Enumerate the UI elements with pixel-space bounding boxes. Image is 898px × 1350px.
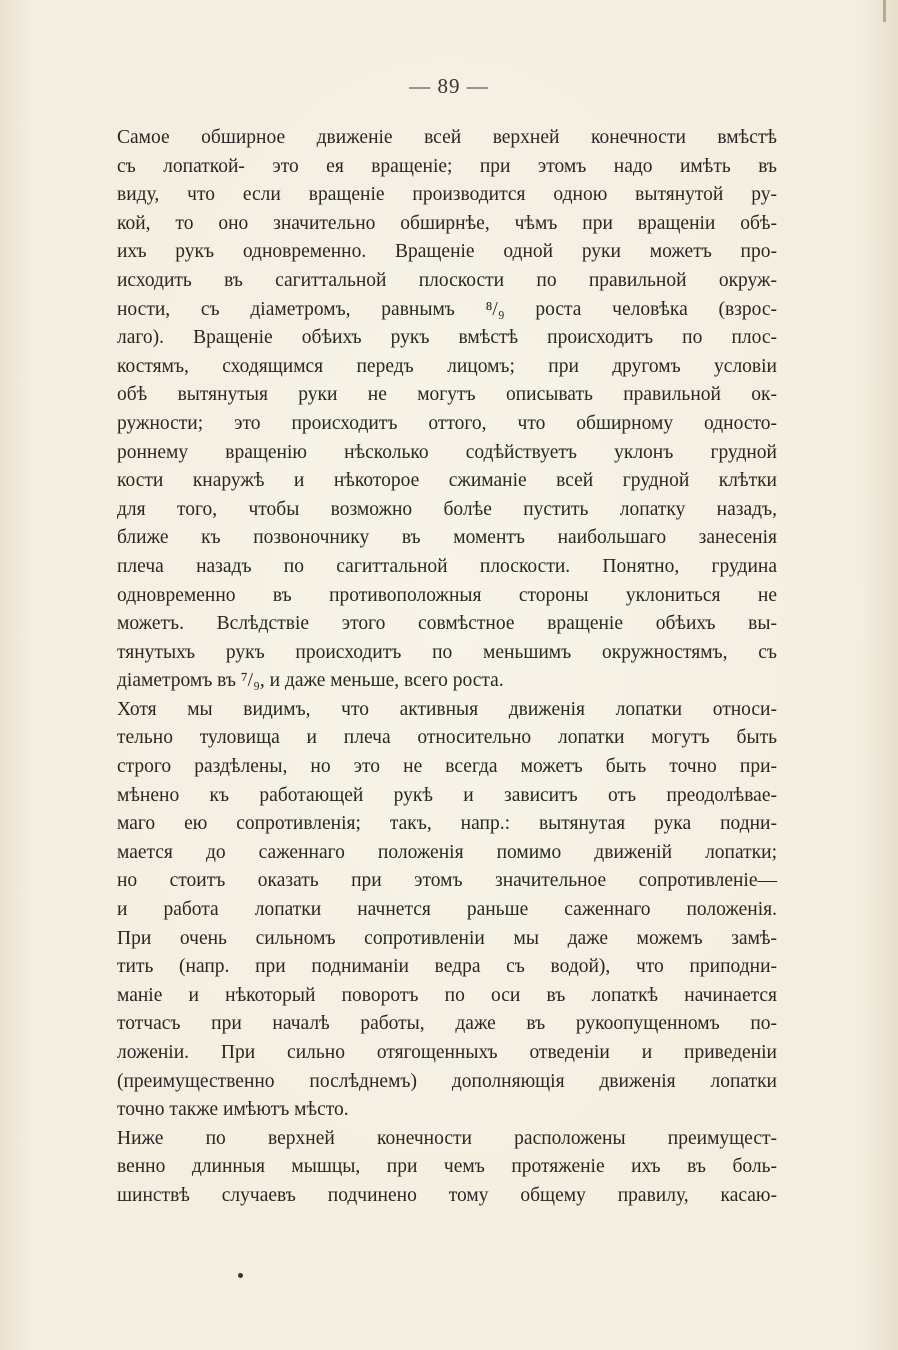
text-line: лаго). Вращеніе обѣихъ рукъ вмѣстѣ происходитъ по плос- [117, 327, 777, 349]
text-line: мается до саженнаго положенія помимо движеній лопатки; [117, 841, 777, 863]
body-text [117, 124, 777, 1211]
text-line: но стоитъ оказать при этомъ значительное сопротивленіе— [117, 870, 777, 892]
text-line: ближе къ позвоночнику въ моментъ наибольшаго занесенія [117, 527, 777, 549]
text-line: ности, съ діаметромъ, равнымъ ⁸/₉ роста человѣка (взрос- [117, 298, 777, 320]
text-line: исходить въ сагиттальной плоскости по правильной окруж- [117, 269, 777, 291]
text-line: ихъ рукъ одновременно. Вращеніе одной руки можетъ про- [117, 241, 777, 263]
text-line: и работа лопатки начнется раньше саженнаго положенія. [117, 899, 777, 921]
text-line: тянутыхъ рукъ происходитъ по меньшимъ окружностямъ, съ [117, 641, 777, 663]
text-line: для того, чтобы возможно болѣе пустить лопатку назадъ, [117, 498, 777, 520]
text-line: виду, что если вращеніе производится одною вытянутой ру- [117, 184, 777, 206]
text-line: ложеніи. При сильно отягощенныхъ отведеніи и приведеніи [117, 1042, 777, 1063]
text-line: съ лопаткой- это ея вращеніе; при этомъ надо имѣть въ [117, 155, 777, 177]
paragraph-2 [117, 696, 777, 1125]
text-line: мѣнено къ работающей рукѣ и зависитъ отъ преодолѣвае- [117, 784, 777, 806]
paragraph-1 [117, 124, 777, 696]
text-line: тотчасъ при началѣ работы, даже въ рукоопущенномъ по- [117, 1013, 777, 1035]
text-line: кой, то оно значительно обширнѣе, чѣмъ при вращеніи обѣ- [117, 212, 777, 234]
text-line: тить (напр. при подниманіи ведра съ водой), что приподни- [117, 956, 777, 978]
text-line: обѣ вытянутыя руки не могутъ описывать правильной ок- [117, 384, 777, 406]
text-line: Хотя мы видимъ, что активныя движенія лопатки относи- [117, 698, 777, 720]
text-line: Самое обширное движеніе всей верхней конечности вмѣстѣ [117, 127, 777, 148]
text-line: При очень сильномъ сопротивленіи мы даже можемъ замѣ- [117, 927, 777, 949]
text-line: венно длинныя мышцы, при чемъ протяженіе ихъ въ боль- [117, 1156, 777, 1178]
text-line: Ниже по верхней конечности расположены преимущест- [117, 1127, 777, 1149]
text-line: діаметромъ въ ⁷/₉, и даже меньше, всего роста. [117, 670, 504, 692]
text-line: ружности; это происходитъ оттого, что обширному односто- [117, 412, 777, 434]
text-line: (преимущественно послѣднемъ) дополняющія движенія лопатки [117, 1070, 777, 1092]
page-edge-mark [883, 0, 886, 22]
text-line: шинствѣ случаевъ подчинено тому общему правилу, касаю- [117, 1184, 777, 1206]
text-line: точно также имѣютъ мѣсто. [117, 1099, 349, 1121]
text-line: тельно туловища и плеча относительно лопатки могутъ быть [117, 727, 777, 749]
page-number: — 89 — [409, 74, 489, 98]
text-line: кости кнаружѣ и нѣкоторое сжиманіе всей грудной клѣтки [117, 470, 777, 492]
paragraph-3 [117, 1125, 777, 1211]
text-line: одновременно въ противоположныя стороны уклониться не [117, 584, 777, 606]
text-line: костямъ, сходящимся передъ лицомъ; при другомъ условіи [117, 355, 777, 377]
text-line: маніе и нѣкоторый поворотъ по оси въ лопаткѣ начинается [117, 984, 777, 1006]
text-line: строго раздѣлены, но это не всегда можетъ быть точно при- [117, 756, 777, 778]
text-line: маго ею сопротивленія; такъ, напр.: вытянутая рука подни- [117, 813, 777, 835]
text-line: роннему вращенію нѣсколько содѣйствуетъ уклонъ грудной [117, 441, 777, 463]
text-line: плеча назадъ по сагиттальной плоскости. Понятно, грудина [117, 555, 777, 577]
text-line: можетъ. Вслѣдствіе этого совмѣстное вращеніе обѣихъ вы- [117, 613, 777, 635]
ink-dot [238, 1273, 243, 1278]
